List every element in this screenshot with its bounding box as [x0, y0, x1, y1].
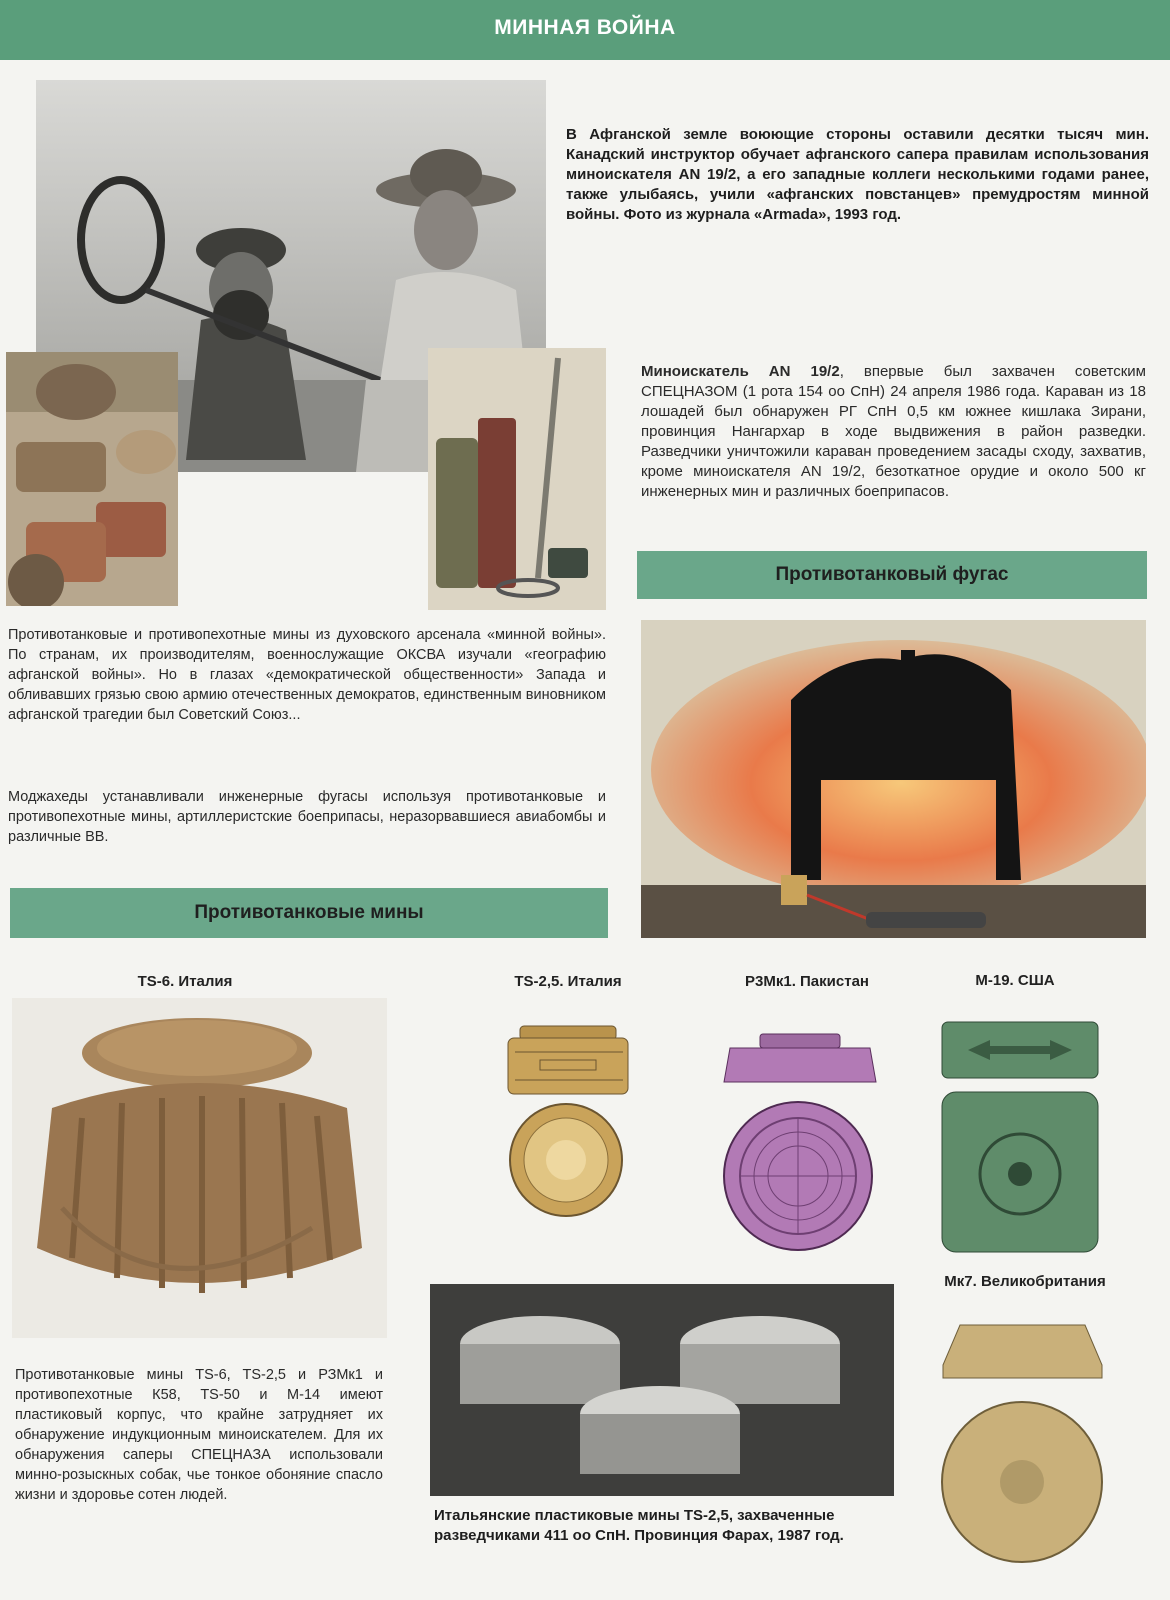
mk7-top-view	[940, 1400, 1105, 1565]
p3mk1-label: Р3Мк1. Пакистан	[745, 973, 869, 990]
fougasse-illustration	[641, 620, 1146, 938]
top-photo-caption: В Афганской земле воюющие стороны оставили десятки тысяч мин. Канадский инструктор обучает афганского сапера правилам использования миноискателя AN 19/2, а его западные коллеги несколькими годами ранее, также улыбаясь, учили «афганских повстанцев» премудростям минной войны. Фото из журнала «Armada», 1993 год.	[566, 126, 1149, 223]
section-antitank-bar	[10, 888, 608, 938]
page-title: МИННАЯ ВОЙНА	[494, 16, 676, 39]
detector-caption-body: , впервые был захвачен советским СПЕЦНАЗОМ (1 рота 154 оо СпН) 24 апреля 1986 года. Караван из 18 лошадей был обнаружен РГ СпН 0,5 км южнее кишлака Зирани, провинция Нангархар в ходе выдвижения в район разведки. Разведчики уничтожили караван проведением засады сходу, захватив, кроме миноискателя AN 19/2, безоткатное орудие и около 500 кг инженерных мин и различных боеприпасов.	[641, 363, 1146, 500]
ts25-side-view	[505, 1022, 631, 1097]
p3mk1-side-view	[720, 1032, 880, 1087]
captured-ts25-photo	[430, 1284, 894, 1496]
detector-caption	[641, 362, 1146, 502]
m19-top-view	[940, 1090, 1100, 1255]
captured-ts25-caption: Итальянские пластиковые мины TS-2,5, захваченные разведчиками 411 оо СпН. Провинция Фарах, 1987 год.	[434, 1507, 844, 1544]
captured-mines-photo	[6, 352, 178, 606]
section-fougasse-bar	[637, 551, 1147, 599]
ts6-mine-image	[12, 998, 387, 1338]
m19-side-view	[940, 1020, 1100, 1080]
ts6-label: TS-6. Италия	[137, 973, 233, 990]
ts25-top-view	[508, 1102, 624, 1218]
plastic-mines-text: Противотанковые мины TS-6, TS-2,5 и РЗМк1 и противопехотные К58, TS-50 и М-14 имеют пластиковый корпус, что крайне затрудняет их обнаружение индукционным миноискателем. Для их обнаружения саперы СПЕЦНАЗА использовали минно-розыскных собак, чье тонкое обоняние спасло жизни и здоровье сотен людей.	[15, 1367, 383, 1503]
section-antitank-title: Противотанковые мины	[194, 902, 424, 923]
section-fougasse-title: Противотанковый фугас	[775, 564, 1009, 585]
detector-caption-title: Миноискатель AN 19/2	[641, 363, 840, 380]
mine-detector-icon	[428, 348, 606, 610]
arsenal-text: Противотанковые и противопехотные мины из духовского арсенала «минной войны». По странам, их производителям, военнослужащие ОКСВА изучали «географию афганской войны». Но в глазах «демократической общественности» Запада и обливавших грязью свою армию отечественных демократов, единственным виновником афганской трагедии был Советский Союз...	[8, 627, 606, 723]
mk7-side-view	[940, 1320, 1105, 1380]
mujahideen-text: Моджахеды устанавливали инженерные фугасы используя противотанковые и противопехотные мины, артиллеристские боеприпасы, неразорвавшиеся авиабомбы и различные ВВ.	[8, 789, 606, 845]
p3mk1-top-view	[722, 1100, 874, 1252]
mine-detector-photo	[428, 348, 606, 610]
m19-label: М-19. США	[975, 972, 1055, 989]
ts25-label: TS-2,5. Италия	[514, 973, 622, 990]
mk7-label: Мк7. Великобритания	[944, 1273, 1106, 1290]
